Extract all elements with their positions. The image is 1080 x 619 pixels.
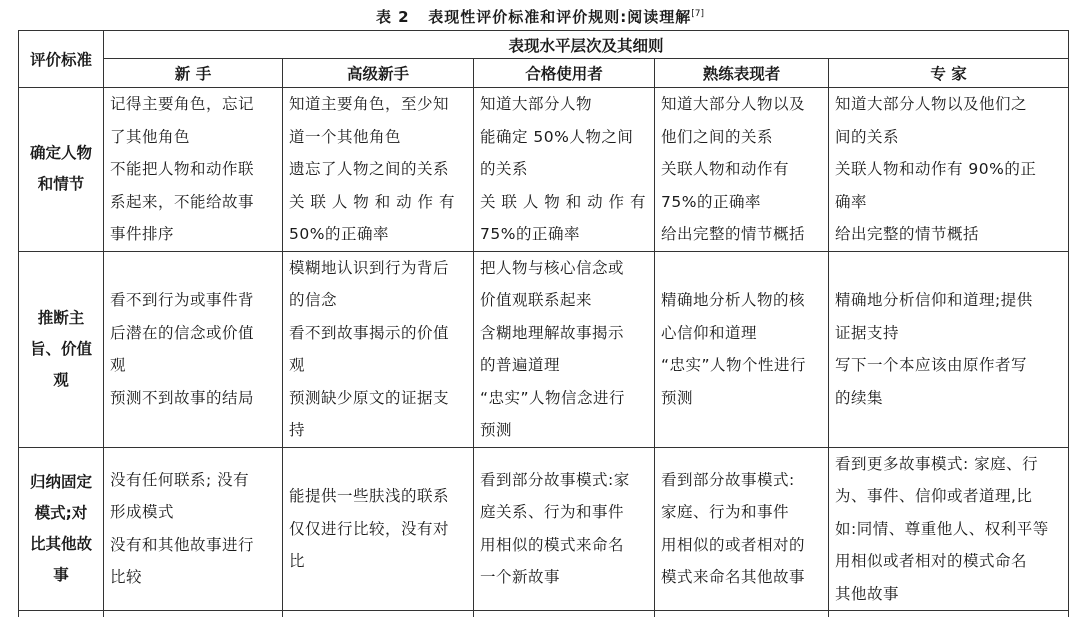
cell-proficient xyxy=(655,251,829,447)
cell-advanced-beginner xyxy=(283,251,474,447)
level-header-advanced-beginner: 高级新手 xyxy=(283,59,474,88)
cell-line: 关联人物和动作有 90%的正 xyxy=(835,160,1037,178)
cell-line: 如:同情、尊重他人、权利平等 xyxy=(835,519,1049,538)
cell-expert xyxy=(829,447,1069,611)
cell-line: 其他故事 xyxy=(835,584,900,603)
cell-line: 预测 xyxy=(661,388,694,407)
criterion-line: 确定人物 xyxy=(29,144,92,163)
table-caption xyxy=(0,2,1080,26)
cell-line: 没有任何联系; 没有 xyxy=(110,470,250,489)
criterion-header: 评价标准 xyxy=(19,31,104,88)
cell-advanced-beginner xyxy=(283,447,474,611)
cell-line: 知道主要角色，至少知 xyxy=(289,95,450,113)
cell-line: 关 联 人 物 和 动 作 有 xyxy=(289,192,455,211)
caption-label: 表 2 xyxy=(375,8,410,26)
cell-line: 后潜在的信念或价值 xyxy=(110,323,255,342)
cell-line: 确率 xyxy=(835,192,868,211)
cell-line: 观 xyxy=(289,356,306,374)
cell-line: 间的关系 xyxy=(835,127,900,146)
cell-line: 看到部分故事模式:家 xyxy=(480,470,630,489)
cell-line: 形成模式 xyxy=(110,503,175,522)
cell-line: 价值观联系起来 xyxy=(480,291,593,309)
cell-line: 证据支持 xyxy=(835,323,900,342)
header-row-2 xyxy=(19,59,1069,88)
cell-novice xyxy=(104,447,283,611)
cell-line: 看不到故事揭示的价值 xyxy=(289,323,450,342)
cell-novice xyxy=(104,251,283,447)
cell-line: 庭关系、行为和事件 xyxy=(480,503,625,522)
cell-line: 了其他角色 xyxy=(110,127,191,146)
cell-line: 给出完整的情节概括 xyxy=(661,225,806,243)
cell-line: 比 xyxy=(289,552,306,570)
cell-expert xyxy=(829,88,1069,252)
cell-line: 模糊地认识到行为背后 xyxy=(289,258,450,277)
caption-reference: [7] xyxy=(691,9,705,19)
cell-line: 没有和其他故事进行 xyxy=(110,535,255,554)
cell-line: 系起来，不能给故事 xyxy=(110,192,255,211)
cell-line: 预测缺少原文的证据支 xyxy=(289,388,450,407)
cell-line: 的普遍道理 xyxy=(480,356,561,374)
cell-line: 比较 xyxy=(110,568,143,587)
cell-line: 用相似或者相对的模式命名 xyxy=(835,552,1028,570)
cell-line: 给出完整的情节概括 xyxy=(835,225,980,243)
cell-proficient xyxy=(655,447,829,611)
cell-line: 为、事件、信仰或者道理,比 xyxy=(835,487,1033,505)
cell-line: 75%的正确率 xyxy=(661,192,761,211)
cell-line: 关联人物和动作有 xyxy=(661,160,790,178)
cell-line: 把人物与核心信念或 xyxy=(480,258,625,277)
cell-proficient xyxy=(655,88,829,252)
cell-line: 看到更多故事模式: 家庭、行 xyxy=(835,454,1039,473)
level-header-expert: 专 家 xyxy=(829,59,1069,88)
criterion-line: 和情节 xyxy=(37,175,85,194)
cell-line: “忠实”人物个性进行 xyxy=(661,356,807,374)
cell-line: 精确地分析人物的核 xyxy=(661,291,806,309)
cell-advanced-beginner xyxy=(283,88,474,252)
cell-line: 用相似的模式来命名 xyxy=(480,535,625,554)
cell-competent xyxy=(474,88,655,252)
level-header-competent: 合格使用者 xyxy=(474,59,655,88)
cell-line: 用相似的或者相对的 xyxy=(661,535,806,554)
cell-line: 50%的正确率 xyxy=(289,225,389,243)
cell-line: 记得主要角色，忘记 xyxy=(110,95,255,113)
cell-line: 仅仅进行比较，没有对 xyxy=(289,519,450,538)
cell-line: “忠实”人物信念进行 xyxy=(480,388,626,407)
criterion-line: 观 xyxy=(53,370,69,389)
cell-line: 预测 xyxy=(480,421,513,439)
criterion-cell xyxy=(19,88,104,252)
table-row xyxy=(19,251,1069,447)
cell-line: 模式来命名其他故事 xyxy=(661,568,806,587)
cell-line: 心信仰和道理 xyxy=(661,323,758,342)
table-row xyxy=(19,88,1069,252)
rubric-table xyxy=(18,30,1069,617)
criterion-line: 推断主 xyxy=(37,308,85,327)
cell-expert xyxy=(829,251,1069,447)
cell-line: 精确地分析信仰和道理;提供 xyxy=(835,291,1033,309)
level-header-novice: 新 手 xyxy=(104,59,283,88)
cell-line: 能确定 50%人物之间 xyxy=(480,127,634,146)
criterion-line: 归纳固定 xyxy=(29,472,92,491)
cell-line: 能提供一些肤浅的联系 xyxy=(289,487,450,505)
cell-line: 的信念 xyxy=(289,291,338,309)
cell-line: 持 xyxy=(289,421,306,439)
cell-line: 预测不到故事的结局 xyxy=(110,388,255,407)
cell-line: 关 联 人 物 和 动 作 有 xyxy=(480,192,646,211)
criterion-line: 模式;对 xyxy=(34,503,88,522)
level-header-proficient: 熟练表现者 xyxy=(655,59,829,88)
cell-line: 看不到行为或事件背 xyxy=(110,291,255,309)
cell-line: 道一个其他角色 xyxy=(289,127,402,146)
criterion-line: 旨、价值 xyxy=(29,339,92,358)
cell-line: 他们之间的关系 xyxy=(661,127,774,146)
cell-line: 事件排序 xyxy=(110,225,175,243)
cell-line: 的续集 xyxy=(835,388,884,407)
cell-line: 家庭、行为和事件 xyxy=(661,503,790,522)
criterion-line: 事 xyxy=(53,565,69,584)
criterion-cell xyxy=(19,447,104,611)
cell-line: 遗忘了人物之间的关系 xyxy=(289,160,450,178)
cell-line: 的关系 xyxy=(480,160,529,178)
header-row-1 xyxy=(19,31,1069,59)
criterion-cell xyxy=(19,251,104,447)
cell-line: 75%的正确率 xyxy=(480,225,580,243)
levels-group-header: 表现水平层次及其细则 xyxy=(104,31,1069,59)
cell-line: 含糊地理解故事揭示 xyxy=(480,323,625,342)
criterion-line: 比其他故 xyxy=(29,534,92,553)
cell-line: 观 xyxy=(110,356,127,374)
cell-line: 一个新故事 xyxy=(480,568,561,587)
cell-line: 不能把人物和动作联 xyxy=(110,160,255,178)
cell-line: 写下一个本应该由原作者写 xyxy=(835,356,1028,374)
cell-competent xyxy=(474,251,655,447)
cell-competent xyxy=(474,447,655,611)
cell-line: 看到部分故事模式: xyxy=(661,470,795,489)
cell-line: 知道大部分人物以及他们之 xyxy=(835,95,1028,113)
cell-novice xyxy=(104,88,283,252)
table-row-continuation xyxy=(19,611,1069,618)
cell-line: 知道大部分人物以及 xyxy=(661,95,806,113)
caption-text: 表现性评价标准和评价规则:阅读理解 xyxy=(428,8,692,26)
cell-line: 知道大部分人物 xyxy=(480,95,593,113)
table-row xyxy=(19,447,1069,611)
